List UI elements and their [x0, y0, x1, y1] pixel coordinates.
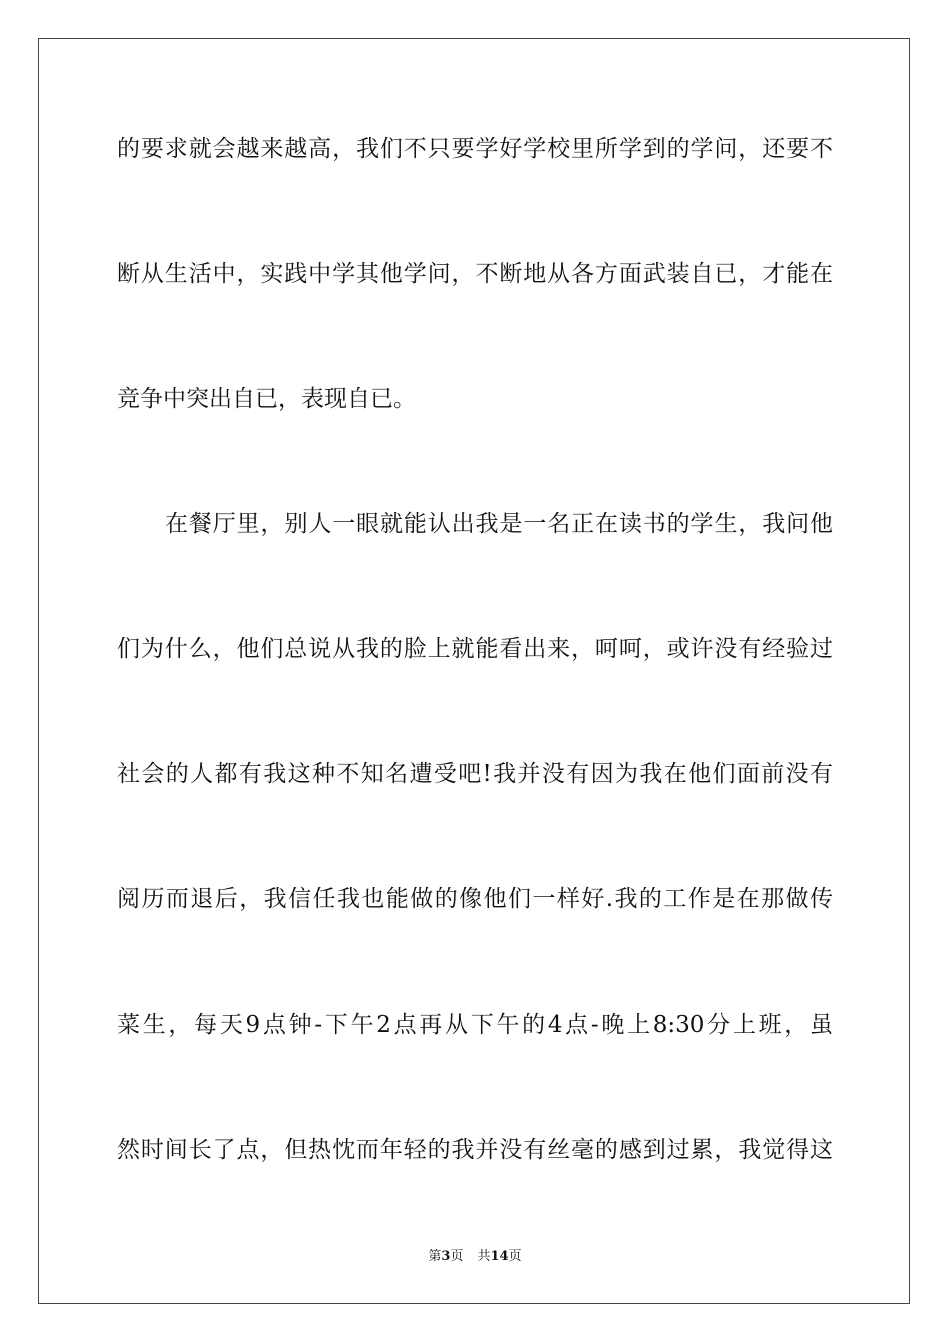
text-line-2: 断从生活中，实践中学其他学问，不断地从各方面武装自已，才能在	[117, 261, 833, 287]
text-line-7: 阅历而退后，我信任我也能做的像他们一样好.我的工作是在那做传	[117, 886, 833, 912]
total-pages: 14	[490, 1249, 509, 1264]
text-line-1: 的要求就会越来越高，我们不只要学好学校里所学到的学问，还要不	[117, 136, 833, 162]
page-prefix: 第	[428, 1249, 442, 1264]
total-prefix: 共	[477, 1249, 491, 1264]
page-number: 3	[441, 1249, 451, 1264]
page-suffix: 页	[450, 1249, 464, 1264]
text-line-3: 竞争中突出自已，表现自已。	[117, 386, 416, 412]
text-line-8: 菜生，每天9点钟-下午2点再从下午的4点-晚上8:30分上班，虽	[117, 1012, 833, 1038]
page-footer	[0, 1248, 950, 1266]
text-line-6: 社会的人都有我这种不知名遭受吧!我并没有因为我在他们面前没有	[117, 761, 833, 787]
total-suffix: 页	[508, 1249, 522, 1264]
text-line-5: 们为什么，他们总说从我的脸上就能看出来，呵呵，或许没有经验过	[117, 636, 833, 662]
text-line-9: 然时间长了点，但热忱而年轻的我并没有丝毫的感到过累，我觉得这	[117, 1137, 833, 1163]
text-line-4: 在餐厅里，别人一眼就能认出我是一名正在读书的学生，我问他	[165, 511, 833, 537]
page-border	[38, 38, 910, 1304]
